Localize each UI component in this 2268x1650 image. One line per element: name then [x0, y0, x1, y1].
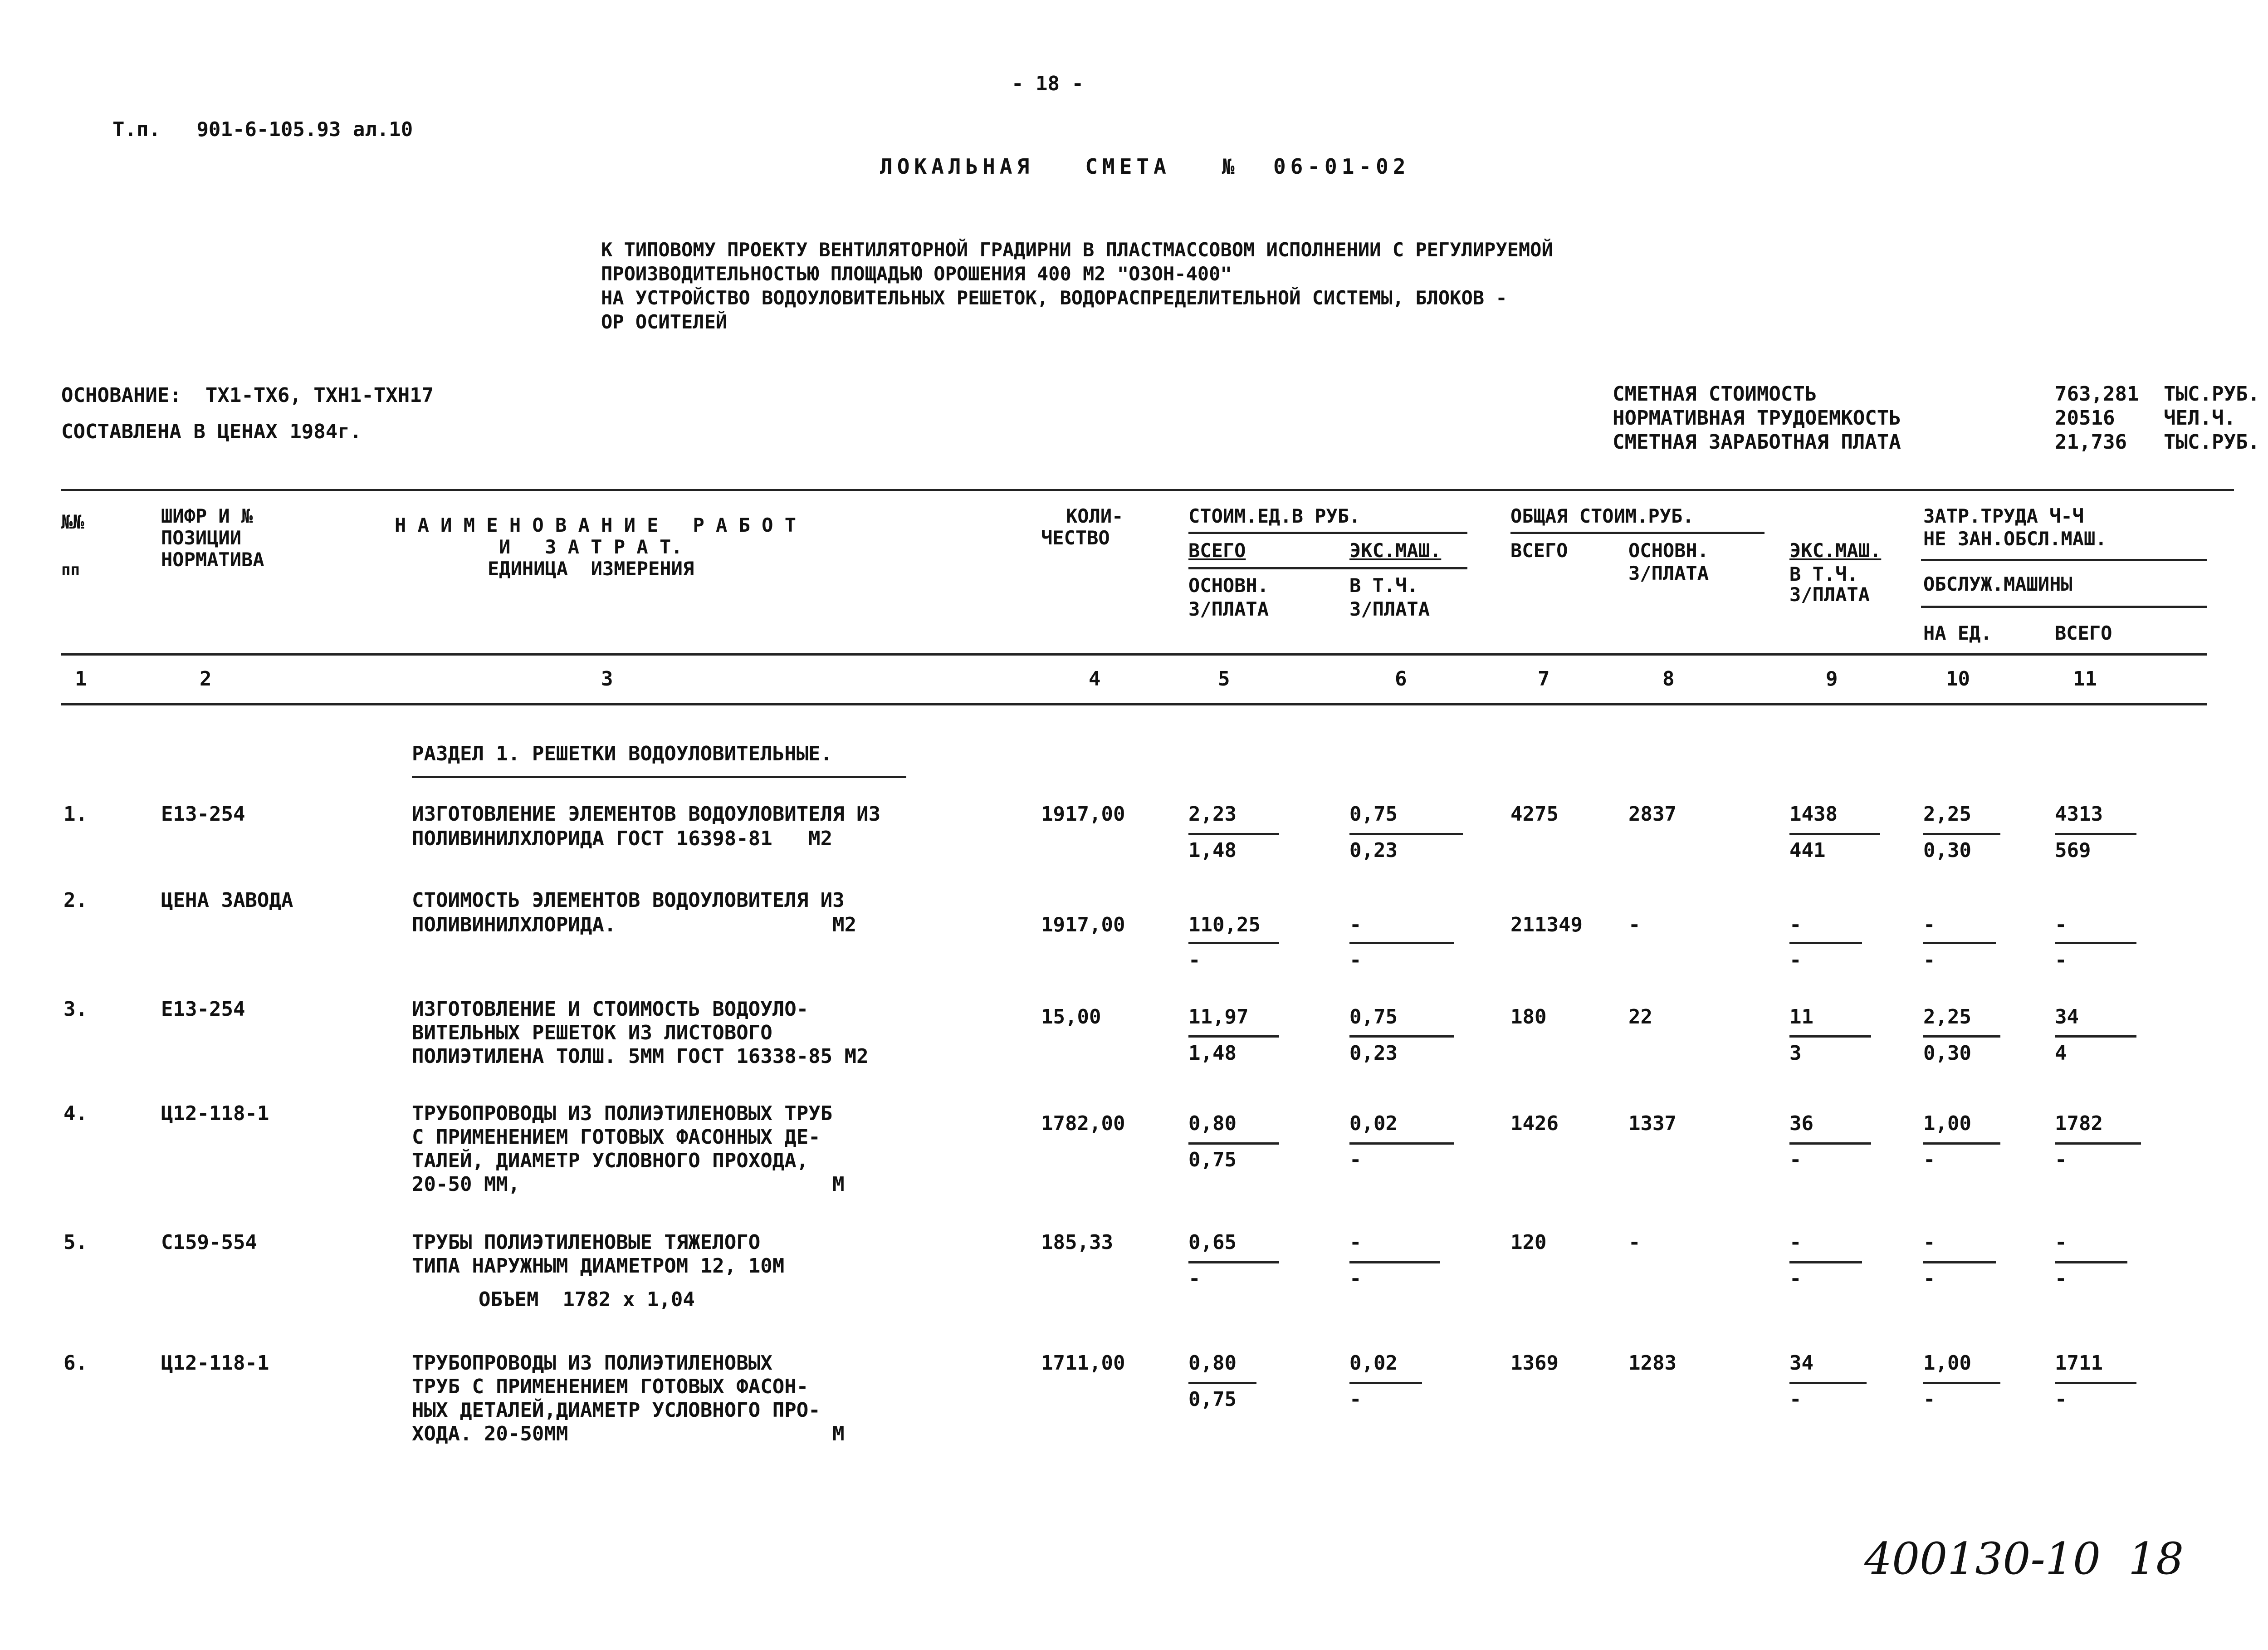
row-c8: - [1628, 913, 1641, 936]
h-total-cost-rule [1510, 532, 1765, 534]
row-c6-top: 0,02 [1349, 1351, 1398, 1375]
row-c10-top: - [1923, 913, 1936, 936]
row-name-2: ПОЛИВИНИЛХЛОРИДА. М2 [412, 913, 857, 936]
colnum-1: 1 [75, 667, 87, 690]
fraction-rule [1188, 1382, 1256, 1384]
fraction-rule [1188, 1035, 1279, 1038]
row-name-4: 20-50 ММ, М [412, 1173, 845, 1196]
section-title: РАЗДЕЛ 1. РЕШЕТКИ ВОДОУЛОВИТЕЛЬНЫЕ. [412, 742, 833, 765]
row-code: С159-554 [161, 1231, 257, 1254]
row-number: 1. [64, 803, 88, 826]
row-qty: 1782,00 [1041, 1112, 1125, 1135]
colnum-9: 9 [1826, 667, 1838, 690]
handwritten-signature: 400130-10 18 [1864, 1533, 2184, 1584]
h-vtch-6-b: З/ПЛАТА [1349, 598, 1430, 620]
row-c10-bottom: - [1923, 949, 1936, 972]
summary-value-cost: 763,281 [2055, 382, 2139, 406]
h-osnovn-5-a: ОСНОВН. [1188, 574, 1269, 597]
row-c5-bottom: 0,75 [1188, 1148, 1237, 1171]
ref-prefix: Т.п. [112, 118, 161, 141]
row-c10-bottom: 0,30 [1923, 1042, 1971, 1065]
row-name-1: ТРУБОПРОВОДЫ ИЗ ПОЛИЭТИЛЕНОВЫХ [412, 1351, 772, 1375]
fraction-rule [1923, 942, 1996, 944]
row-c5-bottom: 0,75 [1188, 1388, 1237, 1411]
fraction-rule [1789, 1142, 1871, 1145]
row-number: 6. [64, 1351, 88, 1375]
fraction-rule [1349, 1382, 1422, 1384]
row-name-4: ХОДА. 20-50ММ М [412, 1422, 845, 1445]
row-c11-bottom: 569 [2055, 839, 2091, 862]
h-labor-rule [1921, 559, 2207, 561]
row-name-1: ИЗГОТОВЛЕНИЕ И СТОИМОСТЬ ВОДОУЛО- [412, 998, 809, 1021]
row-c7: 211349 [1510, 913, 1583, 936]
row-c6-bottom: - [1349, 949, 1362, 972]
summary-label-wage: СМЕТНАЯ ЗАРАБОТНАЯ ПЛАТА [1613, 431, 1901, 454]
row-name-1: СТОИМОСТЬ ЭЛЕМЕНТОВ ВОДОУЛОВИТЕЛЯ ИЗ [412, 889, 845, 912]
row-name-3: НЫХ ДЕТАЛЕЙ,ДИАМЕТР УСЛОВНОГО ПРО- [412, 1399, 821, 1422]
colnum-5: 5 [1218, 667, 1230, 690]
row-c6-top: - [1349, 913, 1362, 936]
fraction-rule [1923, 1142, 2000, 1145]
row-c6-top: 0,75 [1349, 1005, 1398, 1028]
h-labor-b: НЕ ЗАН.ОБСЛ.МАШ. [1923, 528, 2107, 550]
h-osnovn-5-b: З/ПЛАТА [1188, 598, 1269, 620]
h-col2-a: ШИФР И № [161, 505, 253, 527]
h-cost-sub-rule [1188, 567, 1467, 569]
row-name-2: ТИПА НАРУЖНЫМ ДИАМЕТРОМ 12, 10М [412, 1254, 785, 1278]
fraction-rule [2055, 1142, 2141, 1145]
row-c6-bottom: - [1349, 1148, 1362, 1171]
row-c5-top: 2,23 [1188, 803, 1237, 826]
h-obsluzh: ОБСЛУЖ.МАШИНЫ [1923, 573, 2072, 595]
row-c7: 4275 [1510, 803, 1559, 826]
row-c7: 180 [1510, 1005, 1547, 1028]
row-c10-top: 1,00 [1923, 1112, 1971, 1135]
summary-label-cost: СМЕТНАЯ СТОИМОСТЬ [1613, 382, 1817, 406]
header-top-rule [61, 489, 2234, 491]
colnum-4: 4 [1089, 667, 1101, 690]
ref-code: 901-6-105.93 [196, 118, 341, 141]
row-c11-top: - [2055, 1231, 2067, 1254]
row-name-2: С ПРИМЕНЕНИЕМ ГОТОВЫХ ФАСОННЫХ ДЕ- [412, 1126, 821, 1149]
row-extra: ОБЪЕМ 1782 х 1,04 [479, 1288, 695, 1311]
colnum-11: 11 [2073, 667, 2097, 690]
row-c11-top: 4313 [2055, 803, 2103, 826]
row-c8: 2837 [1628, 803, 1677, 826]
h-vtch-6-a: В Т.Ч. [1349, 574, 1418, 597]
h-total-cost: ОБЩАЯ СТОИМ.РУБ. [1510, 505, 1694, 527]
row-c6-top: 0,02 [1349, 1112, 1398, 1135]
row-c9-bottom: - [1789, 1148, 1802, 1171]
fraction-rule [1923, 1035, 2000, 1038]
row-code: Ц12-118-1 [161, 1351, 269, 1375]
row-code: ЦЕНА ЗАВОДА [161, 889, 293, 912]
row-number: 5. [64, 1231, 88, 1254]
row-c10-bottom: - [1923, 1148, 1936, 1171]
basis [61, 383, 434, 408]
fraction-rule [1349, 942, 1454, 944]
row-c10-top: 2,25 [1923, 803, 1971, 826]
row-code: Е13-254 [161, 803, 245, 826]
fraction-rule [1188, 833, 1279, 835]
row-c11-bottom: - [2055, 1388, 2067, 1411]
row-c11-top: 1782 [2055, 1112, 2103, 1135]
page-reference [88, 93, 413, 142]
row-c9-top: 11 [1789, 1005, 1813, 1028]
h-osnovn-8-a: ОСНОВН. [1628, 539, 1709, 562]
row-c7: 120 [1510, 1231, 1547, 1254]
fraction-rule [2055, 833, 2136, 835]
row-c9-bottom: - [1789, 949, 1802, 972]
row-qty: 1917,00 [1041, 803, 1125, 826]
row-c5-top: 110,25 [1188, 913, 1261, 936]
row-c11-top: - [2055, 913, 2067, 936]
document-title: ЛОКАЛЬНАЯ СМЕТА № 06-01-02 [880, 154, 1410, 179]
h-col2-b: ПОЗИЦИИ [161, 527, 242, 549]
h-unit-cost: СТОИМ.ЕД.В РУБ. [1188, 505, 1361, 527]
row-c9-bottom: 3 [1789, 1042, 1802, 1065]
row-name-2: ВИТЕЛЬНЫХ РЕШЕТОК ИЗ ЛИСТОВОГО [412, 1021, 772, 1044]
subtitle-line-2: ПРОИЗВОДИТЕЛЬНОСТЬЮ ПЛОЩАДЬЮ ОРОШЕНИЯ 400 М2 "ОЗОН-400" [601, 263, 1232, 285]
summary-value-wage: 21,736 [2055, 431, 2127, 454]
h-eks-6: ЭКС.МАШ. [1349, 539, 1442, 562]
row-c5-top: 0,80 [1188, 1351, 1237, 1375]
row-c9-bottom: - [1789, 1388, 1802, 1411]
row-c11-top: 1711 [2055, 1351, 2103, 1375]
h-vsego-5: ВСЕГО [1188, 539, 1246, 562]
row-qty: 1711,00 [1041, 1351, 1125, 1375]
row-c10-top: - [1923, 1231, 1936, 1254]
row-c6-bottom: - [1349, 1388, 1362, 1411]
row-c5-bottom: 1,48 [1188, 839, 1237, 862]
row-name-3: ТАЛЕЙ, ДИАМЕТР УСЛОВНОГО ПРОХОДА, [412, 1149, 809, 1172]
row-c11-bottom: - [2055, 949, 2067, 972]
colnum-10: 10 [1946, 667, 1970, 690]
h-col1-b: пп [61, 561, 80, 579]
row-code: Е13-254 [161, 998, 245, 1021]
h-vsego-11: ВСЕГО [2055, 622, 2112, 644]
colnum-3: 3 [601, 667, 613, 690]
row-name-1: ТРУБЫ ПОЛИЭТИЛЕНОВЫЕ ТЯЖЕЛОГО [412, 1231, 761, 1254]
row-c6-bottom: 0,23 [1349, 839, 1398, 862]
fraction-rule [1789, 942, 1862, 944]
row-c8: 1337 [1628, 1112, 1677, 1135]
fraction-rule [1188, 942, 1279, 944]
row-c6-top: - [1349, 1231, 1362, 1254]
row-c5-top: 0,65 [1188, 1231, 1237, 1254]
row-qty: 1917,00 [1041, 913, 1125, 936]
row-c8: - [1628, 1231, 1641, 1254]
summary-unit-labor: ЧЕЛ.Ч. [2164, 406, 2236, 430]
fraction-rule [1789, 1261, 1862, 1263]
row-c11-bottom: - [2055, 1267, 2067, 1290]
row-c11-top: 34 [2055, 1005, 2079, 1028]
prices-note: СОСТАВЛЕНА В ЦЕНАХ 1984г. [61, 420, 362, 443]
row-number: 2. [64, 889, 88, 912]
basis-value: ТХ1-ТХ6, ТХН1-ТХН17 [205, 384, 434, 407]
h-col2-c: НОРМАТИВА [161, 548, 264, 571]
h-vsego-7: ВСЕГО [1510, 539, 1568, 562]
fraction-rule [2055, 1035, 2136, 1038]
row-c10-top: 2,25 [1923, 1005, 1971, 1028]
row-c9-bottom: 441 [1789, 839, 1826, 862]
h-obsluzh-rule [1921, 606, 2207, 608]
row-c9-bottom: - [1789, 1267, 1802, 1290]
row-c5-top: 0,80 [1188, 1112, 1237, 1135]
section-title-rule [412, 776, 906, 778]
row-c9-top: - [1789, 913, 1802, 936]
row-c6-bottom: - [1349, 1267, 1362, 1290]
subtitle-line-3: НА УСТРОЙСТВО ВОДОУЛОВИТЕЛЬНЫХ РЕШЕТОК, ВОДОРАСПРЕДЕЛИТЕЛЬНОЙ СИСТЕМЫ, БЛОКОВ - [601, 287, 1507, 309]
fraction-rule [1188, 1142, 1279, 1145]
h-col4-a: КОЛИ- [1066, 505, 1124, 527]
row-c6-bottom: 0,23 [1349, 1042, 1398, 1065]
row-name-3: ПОЛИЭТИЛЕНА ТОЛШ. 5ММ ГОСТ 16338-85 М2 [412, 1045, 869, 1068]
row-c5-top: 11,97 [1188, 1005, 1249, 1028]
fraction-rule [1349, 1261, 1440, 1263]
h-na-ed: НА ЕД. [1923, 622, 1992, 644]
row-c9-top: 36 [1789, 1112, 1813, 1135]
subtitle-line-1: К ТИПОВОМУ ПРОЕКТУ ВЕНТИЛЯТОРНОЙ ГРАДИРНИ В ПЛАСТМАССОВОМ ИСПОЛНЕНИИ С РЕГУЛИРУЕМОЙ [601, 239, 1553, 261]
row-c5-bottom: - [1188, 949, 1201, 972]
summary-unit-wage: ТЫС.РУБ. [2164, 431, 2260, 454]
row-c10-bottom: - [1923, 1267, 1936, 1290]
row-c9-top: 1438 [1789, 803, 1838, 826]
row-c9-top: - [1789, 1231, 1802, 1254]
row-c9-top: 34 [1789, 1351, 1813, 1375]
row-c6-top: 0,75 [1349, 803, 1398, 826]
h-vtch-9-a: В Т.Ч. [1789, 563, 1858, 585]
row-c5-bottom: - [1188, 1267, 1201, 1290]
row-c8: 1283 [1628, 1351, 1677, 1375]
header-bottom-rule [61, 653, 2207, 656]
summary-unit-cost: ТЫС.РУБ. [2164, 382, 2260, 406]
row-qty: 185,33 [1041, 1231, 1113, 1254]
ref-album: ал.10 [352, 118, 413, 141]
h-col3-a: Н А И М Е Н О В А Н И Е Р А Б О Т [395, 514, 797, 536]
subtitle-line-4: ОР ОСИТЕЛЕЙ [601, 311, 728, 333]
fraction-rule [1789, 833, 1880, 835]
row-c5-bottom: 1,48 [1188, 1042, 1237, 1065]
row-number: 4. [64, 1102, 88, 1125]
summary-value-labor: 20516 [2055, 406, 2115, 430]
fraction-rule [1789, 1382, 1867, 1384]
row-c10-top: 1,00 [1923, 1351, 1971, 1375]
colnum-6: 6 [1395, 667, 1407, 690]
row-c11-bottom: 4 [2055, 1042, 2067, 1065]
page-number: - 18 - [1012, 72, 1084, 95]
colnum-rule [61, 703, 2207, 705]
colnum-8: 8 [1662, 667, 1675, 690]
fraction-rule [2055, 1382, 2136, 1384]
row-c11-bottom: - [2055, 1148, 2067, 1171]
h-unit-cost-rule [1188, 532, 1467, 534]
h-osnovn-8-b: З/ПЛАТА [1628, 562, 1709, 584]
row-c8: 22 [1628, 1005, 1652, 1028]
fraction-rule [2055, 942, 2136, 944]
fraction-rule [1923, 1261, 1996, 1263]
row-name-2: ПОЛИВИНИЛХЛОРИДА ГОСТ 16398-81 М2 [412, 827, 833, 850]
colnum-2: 2 [200, 667, 212, 690]
h-col3-b: И З А Т Р А Т. [499, 536, 683, 558]
h-col1-a: №№ [61, 511, 84, 533]
colnum-7: 7 [1538, 667, 1550, 690]
fraction-rule [1789, 1035, 1871, 1038]
fraction-rule [1349, 1035, 1454, 1038]
fraction-rule [1349, 833, 1463, 835]
row-qty: 15,00 [1041, 1005, 1101, 1028]
row-name-1: ИЗГОТОВЛЕНИЕ ЭЛЕМЕНТОВ ВОДОУЛОВИТЕЛЯ ИЗ [412, 803, 881, 826]
row-name-1: ТРУБОПРОВОДЫ ИЗ ПОЛИЭТИЛЕНОВЫХ ТРУБ [412, 1102, 833, 1125]
h-eks-9: ЭКС.МАШ. [1789, 539, 1882, 562]
h-col4-b: ЧЕСТВО [1041, 527, 1110, 549]
fraction-rule [1923, 833, 2000, 835]
row-name-2: ТРУБ С ПРИМЕНЕНИЕМ ГОТОВЫХ ФАСОН- [412, 1375, 809, 1398]
h-labor-a: ЗАТР.ТРУДА Ч-Ч [1923, 505, 2084, 527]
fraction-rule [1188, 1261, 1279, 1263]
h-vtch-9-b: З/ПЛАТА [1789, 583, 1870, 606]
basis-label: ОСНОВАНИЕ: [61, 384, 181, 407]
row-number: 3. [64, 998, 88, 1021]
h-col3-c: ЕДИНИЦА ИЗМЕРЕНИЯ [488, 558, 694, 580]
row-c7: 1426 [1510, 1112, 1559, 1135]
fraction-rule [2055, 1261, 2127, 1263]
fraction-rule [1349, 1142, 1454, 1145]
row-c7: 1369 [1510, 1351, 1559, 1375]
row-code: Ц12-118-1 [161, 1102, 269, 1125]
row-c10-bottom: 0,30 [1923, 839, 1971, 862]
row-c10-bottom: - [1923, 1388, 1936, 1411]
fraction-rule [1923, 1382, 2000, 1384]
summary-label-labor: НОРМАТИВНАЯ ТРУДОЕМКОСТЬ [1613, 406, 1901, 430]
